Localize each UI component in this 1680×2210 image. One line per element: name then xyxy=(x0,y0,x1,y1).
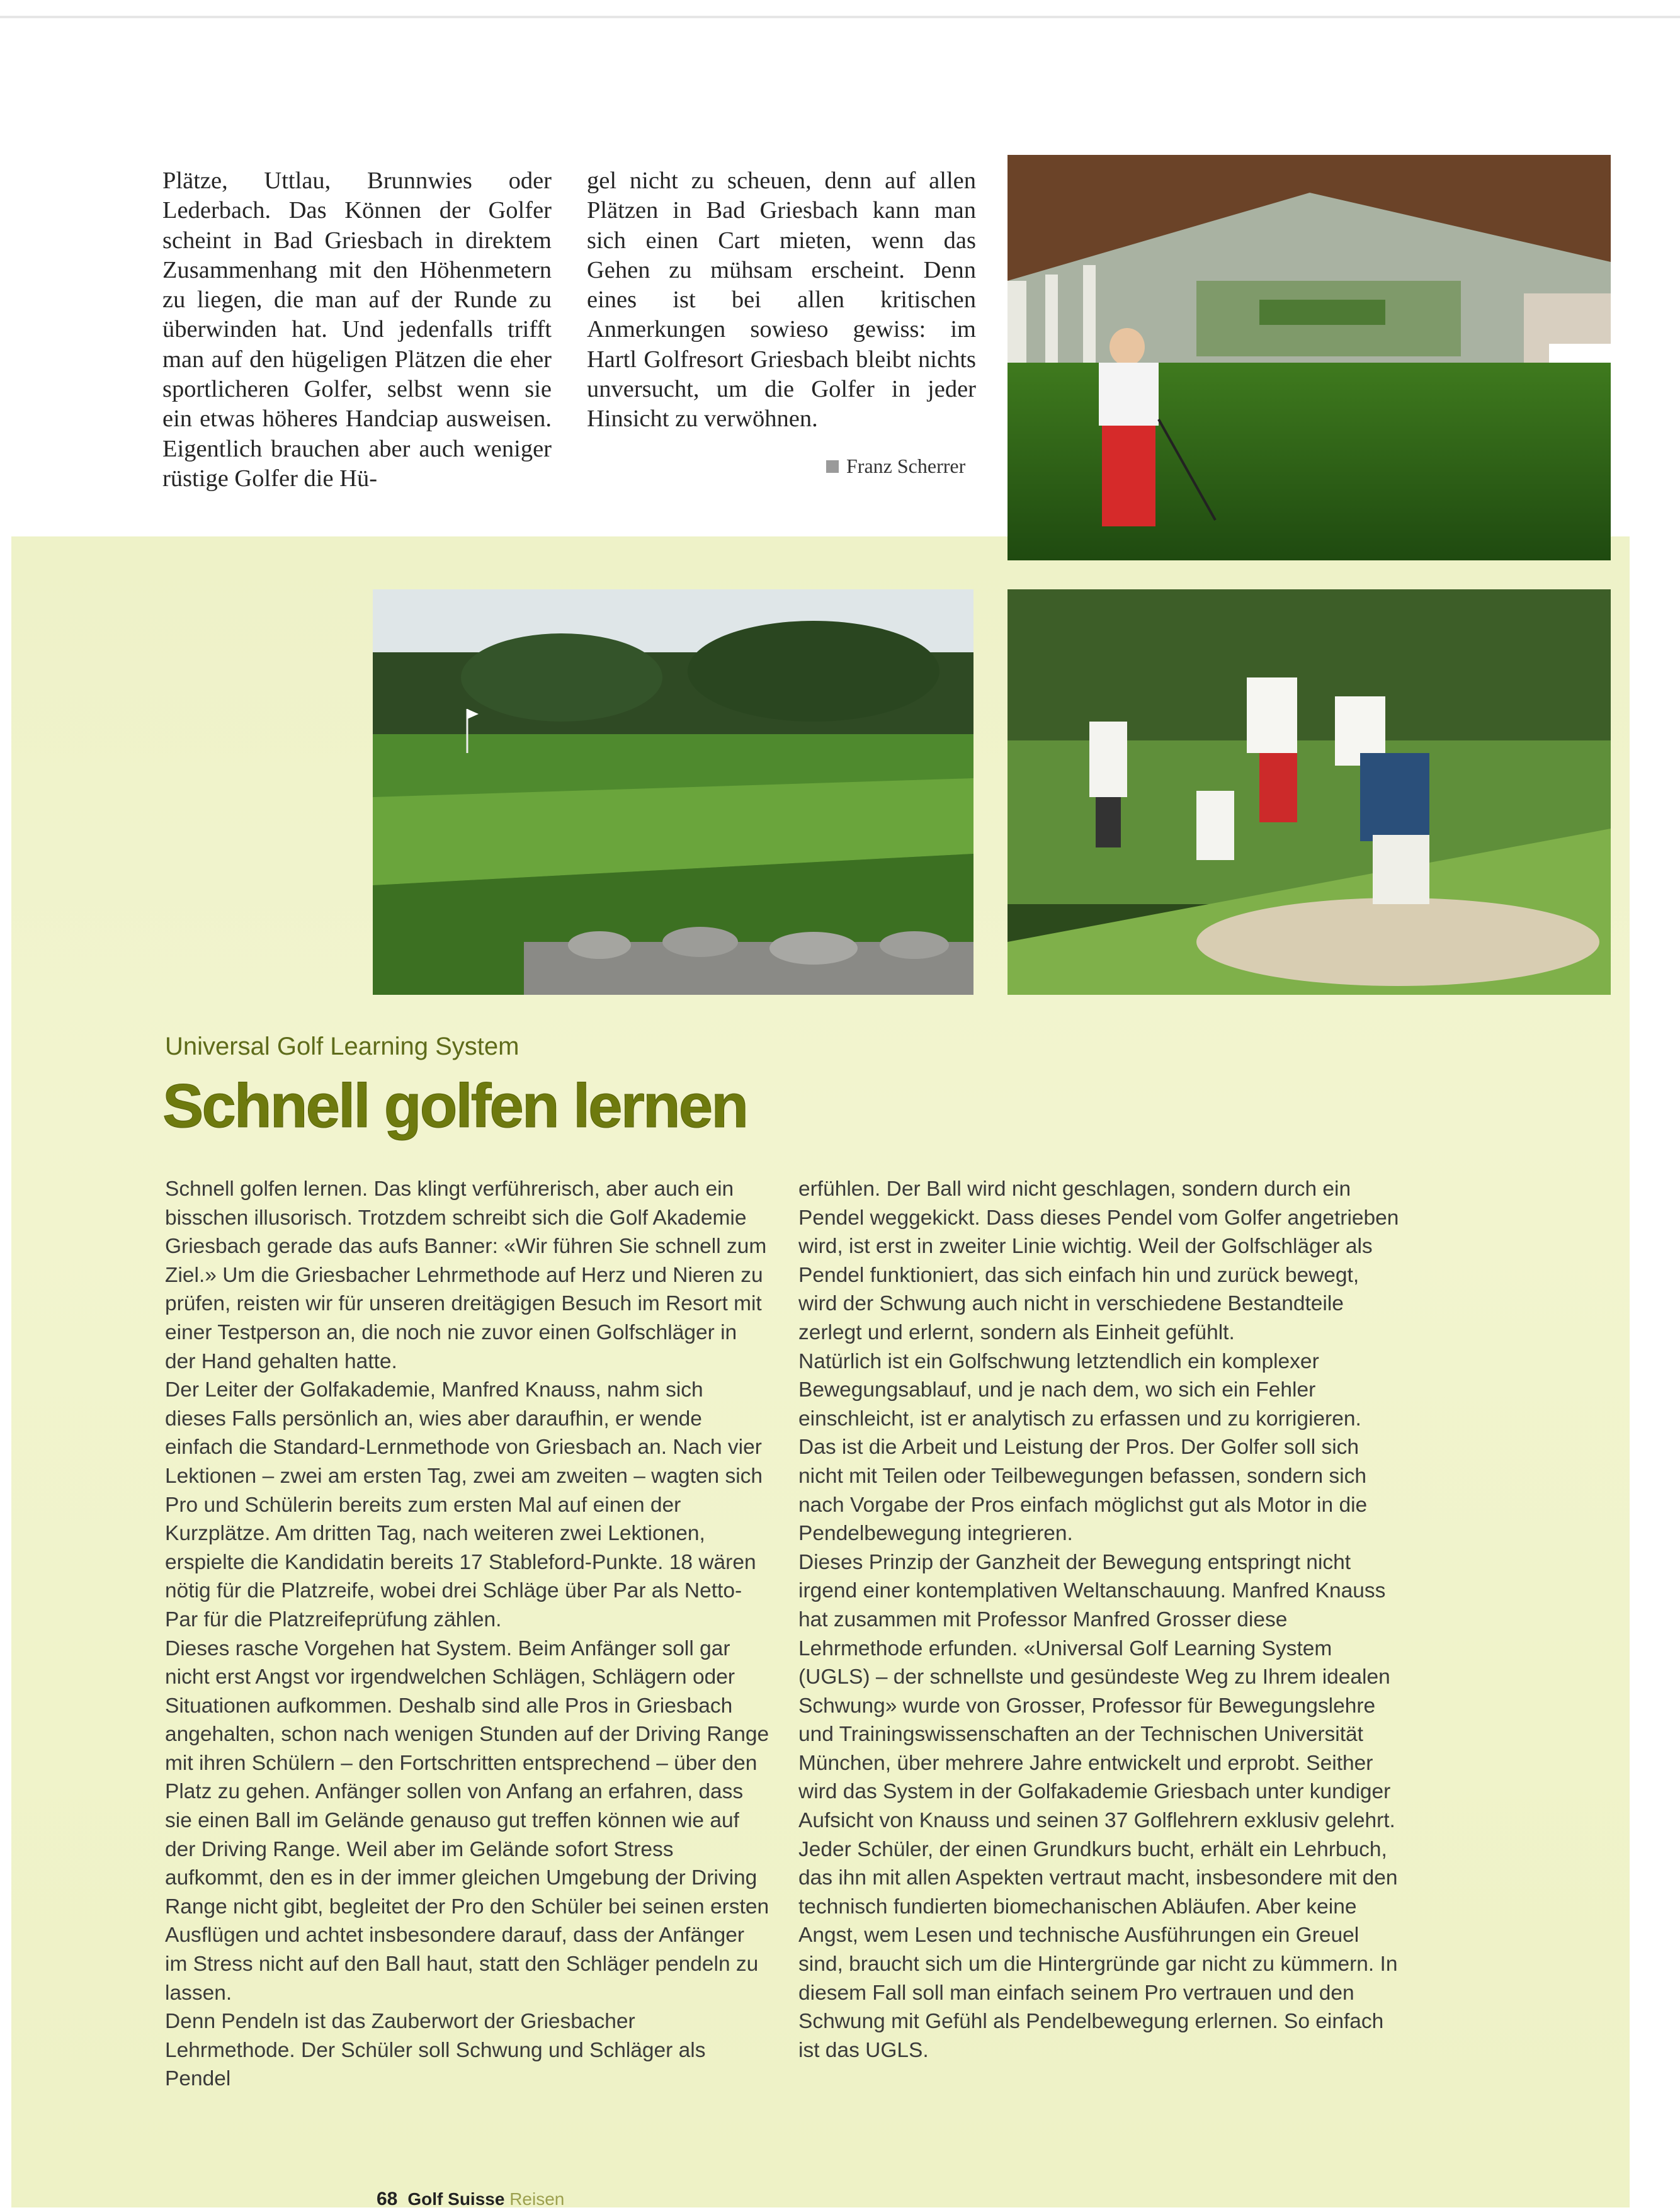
article-paragraph: erfühlen. Der Ball wird nicht geschlagen, sondern durch ein Pendel weggekickt. Dass dieses Pendel vom Golfer angetrieben wird, ist erst in zweiter Linie wichtig. Weil der Golfschläger als Pendel funktioniert, das sich einfach hin und zurück bewegt, wird der Schwung auch nicht in verschiedene Bestandteile zerlegt und erlernt, sondern als Einheit gefühlt. xyxy=(798,1177,1399,1344)
author-name: Franz Scherrer xyxy=(846,455,966,477)
article-paragraph: Dieses rasche Vorgehen hat System. Beim Anfänger soll gar nicht erst Angst vor irgendwelchen Schlägen, Schlägern oder Situationen aufkommen. Deshalb sind alle Pros in Griesbach angehalten, schon nach wenigen Stunden auf der Driving Range mit ihren Schülern – den Fortschritten entsprechend – über den Platz zu gehen. Anfänger sollen von Anfang an erfahren, dass sie einen Ball im Gelände genauso gut treffen können wie auf der Driving Range. Weil aber im Gelände sofort Stress aufkommt, den es in der immer gleichen Umgebung der Driving Range nicht gibt, begleitet der Pro den Schüler bei seinen ersten Ausflügen und achtet insbesondere darauf, dass der Anfänger im Stress nicht auf den Ball haut, statt den Schläger pendeln zu lassen. xyxy=(165,1636,769,2005)
top-article-paragraph: Plätze, Uttlau, Brunnwies oder Lederbach. Das Können der Golfer scheint in Bad Griesbach in direktem Zusammenhang mit den Höhenmetern zu liegen, die man auf der Runde zu überwinden hat. Und jedenfalls trifft man auf den hügeligen Plätzen die eher sportlicheren Golfer, selbst wenn sie ein etwas höheres Handciap ausweisen. Eigentlich brauchen aber auch weniger rüstige Golfer die Hü- xyxy=(162,167,552,492)
article-headline: Schnell golfen lernen xyxy=(162,1071,747,1140)
photo-indoor-putting-hall xyxy=(1007,155,1611,560)
top-article-paragraph: gel nicht zu scheuen, denn auf allen Plätzen in Bad Griesbach kann man sich einen Cart mieten, wenn das Gehen zu mühsam erscheint. Denn eines ist bei allen kritischen Anmerkungen sowieso gewiss: im Hartl Golfresort Griesbach bleibt nichts unversucht, um die Golfer in jeder Hinsicht zu verwöhnen. xyxy=(587,167,976,433)
byline-square-icon xyxy=(826,460,839,473)
article-kicker: Universal Golf Learning System xyxy=(165,1033,519,1060)
top-article-column-1 xyxy=(162,166,552,494)
magazine-name: Golf Suisse xyxy=(407,2189,505,2209)
article-column-2 xyxy=(798,1175,1403,2065)
article-paragraph: Dieses Prinzip der Ganzheit der Bewegung entspringt nicht irgend einer kontemplativen Weltanschauung. Manfred Knauss hat zusammen mit Professor Manfred Grosser diese Lehrmethode erfunden. «Universal Golf Learning System (UGLS) – der schnellste und gesündeste Weg zu Ihrem idealen Schwung» wurde von Grosser, Professor für Bewegungslehre und Trainingswissenschaften an der Technischen Universität München, über mehrere Jahre entwickelt und erprobt. Seither wird das System in der Golfakademie Griesbach unter kundiger Aufsicht von Knauss und seinen 37 Golflehrern exklusiv gelehrt. xyxy=(798,1550,1395,1833)
section-name: Reisen xyxy=(509,2189,565,2209)
author-byline xyxy=(826,455,965,478)
page-number: 68 xyxy=(377,2189,398,2209)
article-paragraph: Denn Pendeln ist das Zauberwort der Griesbacher Lehrmethode. Der Schüler soll Schwung und Schläger als Pendel xyxy=(165,2010,706,2091)
top-rule xyxy=(0,16,1680,18)
page-footer xyxy=(377,2189,564,2210)
article-paragraph: Schnell golfen lernen. Das klingt verführerisch, aber auch ein bisschen illusorisch. Trotzdem schreibt sich die Golf Akademie Griesbach gerade das aufs Banner: «Wir führen Sie schnell zum Ziel.» Um die Griesbacher Lehrmethode auf Herz und Nieren zu prüfen, reisten wir für unseren dreitägigen Besuch im Resort mit einer Testperson an, die noch nie zuvor einen Golfschläger in der Hand gehalten hatte. xyxy=(165,1177,767,1373)
article-paragraph: Der Leiter der Golfakademie, Manfred Knauss, nahm sich dieses Falls persönlich an, wies aber daraufhin, er wende einfach die Standard-Lernmethode von Griesbach an. Nach vier Lektionen – zwei am ersten Tag, zwei am zweiten – wagten sich Pro und Schülerin bereits zum ersten Mal auf einen der Kurzplätze. Am dritten Tag, nach weiteren zwei Lektionen, erspielte die Kandidatin bereits 17 Stableford-Punkte. 18 wären nötig für die Platzreife, wobei drei Schläge über Par als Netto-Par für die Platzreifeprüfung zählen. xyxy=(165,1378,763,1631)
photo-golf-course-green xyxy=(373,589,973,995)
article-paragraph: Jeder Schüler, der einen Grundkurs bucht, erhält ein Lehrbuch, das ihn mit allen Aspekten vertraut macht, insbesondere mit den technisch fundierten biomechanischen Abläufen. Aber keine Angst, wem Lesen und technische Ausführungen ein Greuel sind, braucht sich um die Hintergründe gar nicht zu kümmern. In diesem Fall soll man einfach seinem Pro vertrauen und den Schwung mit Gefühl als Pendelbewegung erlernen. So einfach ist das UGLS. xyxy=(798,1837,1398,2062)
photo-golfers-bunker-lesson xyxy=(1007,589,1611,995)
article-column-1 xyxy=(165,1175,769,2094)
top-article-column-2 xyxy=(587,166,976,434)
article-paragraph: Natürlich ist ein Golfschwung letztendlich ein komplexer Bewegungsablauf, und je nach dem, wo sich ein Fehler einschleicht, ist er analytisch zu erfassen und zu korrigieren. Das ist die Arbeit und Leistung der Pros. Der Golfer soll sich nicht mit Teilen oder Teilbewegungen befassen, sondern sich nach Vorgabe der Pros einfach möglichst gut als Motor in die Pendelbewegung integrieren. xyxy=(798,1349,1368,1546)
